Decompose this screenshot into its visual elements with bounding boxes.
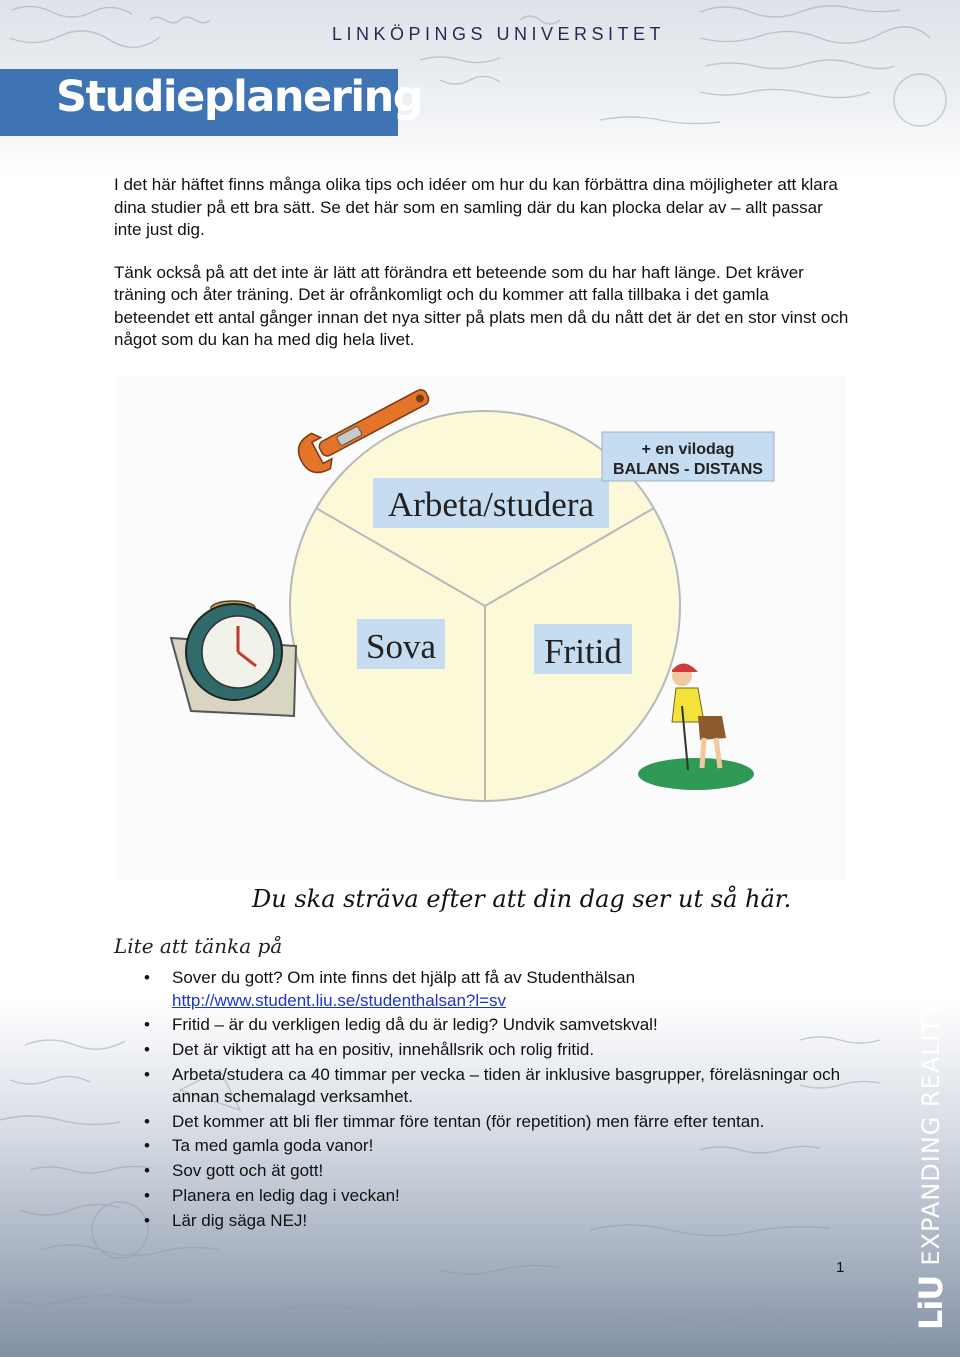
list-item-text: Sover du gott? Om inte finns det hjälp att få av Studenthälsan [172,968,636,987]
bullet-icon: • [144,1064,150,1084]
page-number: 1 [836,1259,845,1276]
list-item [114,967,854,1012]
diagram-canvas [116,376,846,881]
list-item-text: Fritid – är du verkligen ledig då du är ledig? Undvik samvetskval! [172,1015,658,1035]
bullet-icon: • [144,968,150,987]
list-item-text: Lär dig säga NEJ! [172,1210,308,1230]
bullet-icon: • [144,1210,150,1230]
day-balance-diagram [116,376,846,881]
list-item [114,1064,854,1109]
bullet-icon: • [144,1161,150,1181]
section-label-sleep: Sova [366,627,436,666]
brand-tagline: EXPANDING REALITY [917,1001,945,1266]
bullet-icon: • [144,1185,150,1205]
intro-paragraph-2: Tänk också på att det inte är lätt att förändra ett beteende som du har haft länge. Det kräver träning och åter träning. Det är ofrånkomligt och du kommer att falla tillbaka i det gamla beteendet ett antal gånger innan det nya sitter på plats men då du nått det är det en stor vinst och något som du kan ha med dig hela livet. [114,262,849,349]
list-item-text: Arbeta/studera ca 40 timmar per vecka – tiden är inklusive basgrupper, föreläsningar och annan schemalagd verksamhet. [172,1064,841,1107]
intro-section [114,174,849,372]
bullet-icon: • [144,1136,150,1156]
list-item [114,1039,854,1062]
list-item [114,1160,854,1183]
list-item [114,1185,854,1208]
tips-heading: Lite att tänka på [114,934,283,958]
list-item-text: Det är viktigt att ha en positiv, innehållsrik och rolig fritid. [172,1039,595,1059]
liu-brand [906,1001,956,1330]
list-item [114,1135,854,1158]
bullet-icon: • [144,1039,150,1059]
list-item [114,1210,854,1233]
alarm-clock-icon [171,601,296,716]
bullet-icon: • [144,1015,150,1035]
section-label-work: Arbeta/studera [387,485,595,524]
studenthalsan-link[interactable]: http://www.student.liu.se/studenthalsan?l=sv [172,990,507,1010]
list-item [114,1111,854,1134]
page-title: Studieplanering [56,72,422,122]
university-name: LINKÖPINGS UNIVERSITET [332,24,666,44]
liu-logo: LiU [912,1275,950,1330]
tips-list [114,967,854,1234]
list-item-text: Det kommer att bli fler timmar före tentan (för repetition) men färre efter tentan. [172,1111,765,1131]
rest-day-note-line2: BALANS - DISTANS [613,461,763,478]
diagram-caption: Du ska sträva efter att din dag ser ut så här. [252,885,792,913]
list-item [114,1014,854,1037]
rest-day-note-line1: + en vilodag [641,441,735,458]
list-item-text: Sov gott och ät gott! [172,1161,324,1181]
intro-paragraph-1: I det här häftet finns många olika tips och idéer om hur du kan förbättra dina möjligheter att klara dina studier på ett bra sätt. Se det här som en samling där du kan plocka delar av – allt passar inte just dig. [114,175,838,239]
list-item-text: Planera en ledig dag i veckan! [172,1185,400,1205]
list-item-text: Ta med gamla goda vanor! [172,1136,374,1156]
bullet-icon: • [144,1111,150,1131]
section-label-leisure: Fritid [544,632,622,671]
